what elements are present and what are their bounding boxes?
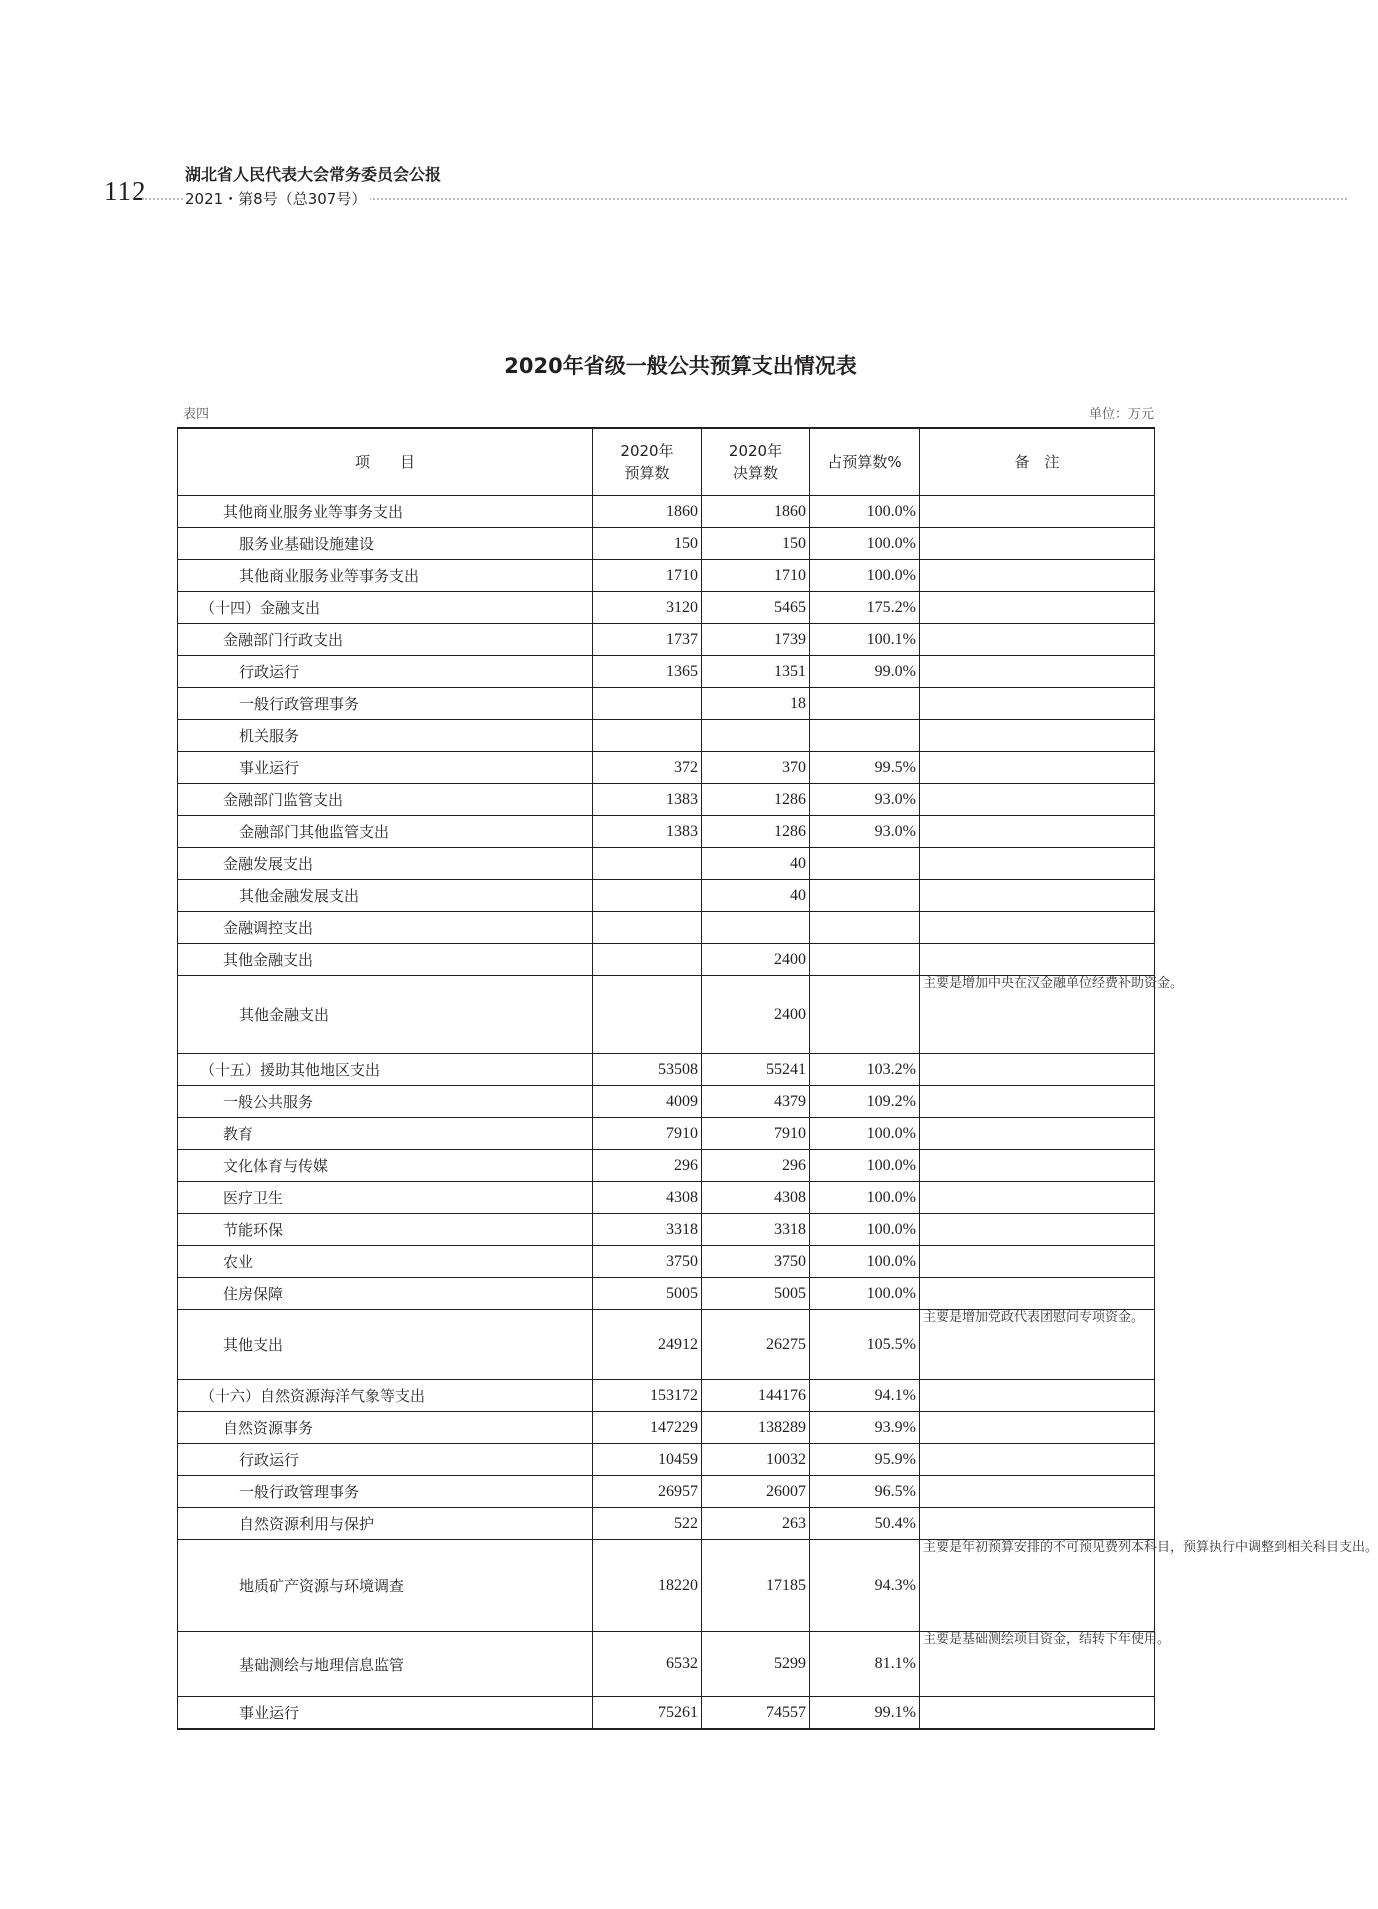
- row-note-cell: [920, 1444, 1155, 1476]
- row-note-cell: [920, 1508, 1155, 1540]
- row-note-cell: [920, 1150, 1155, 1182]
- row-budget-cell: 53508: [593, 1054, 702, 1086]
- row-budget-cell: 150: [593, 528, 702, 560]
- row-note-cell: [920, 656, 1155, 688]
- row-item-cell: （十五）援助其他地区支出: [178, 1054, 593, 1086]
- row-ratio-cell: 94.3%: [810, 1540, 920, 1632]
- table-header: [178, 428, 1155, 496]
- row-note-cell: [920, 1476, 1155, 1508]
- row-budget-cell: 3120: [593, 592, 702, 624]
- row-budget-cell: 372: [593, 752, 702, 784]
- table-row: [178, 848, 1155, 880]
- col-header-note: 备 注: [920, 428, 1155, 496]
- row-ratio-cell: 100.0%: [810, 1118, 920, 1150]
- row-final-cell: 55241: [702, 1054, 810, 1086]
- table-row: [178, 1054, 1155, 1086]
- row-ratio-cell: 100.0%: [810, 1214, 920, 1246]
- row-item-cell: 事业运行: [178, 752, 593, 784]
- row-final-cell: 4379: [702, 1086, 810, 1118]
- row-budget-cell: [593, 880, 702, 912]
- row-item-cell: 教育: [178, 1118, 593, 1150]
- row-budget-cell: 1710: [593, 560, 702, 592]
- row-final-cell: 1860: [702, 496, 810, 528]
- row-note-cell: [920, 1054, 1155, 1086]
- row-ratio-cell: [810, 912, 920, 944]
- row-budget-cell: 296: [593, 1150, 702, 1182]
- row-final-cell: 5299: [702, 1632, 810, 1697]
- table-row: [178, 1476, 1155, 1508]
- table-row: [178, 816, 1155, 848]
- row-note-cell: [920, 1118, 1155, 1150]
- row-ratio-cell: 96.5%: [810, 1476, 920, 1508]
- row-ratio-cell: 99.0%: [810, 656, 920, 688]
- row-item-cell: 医疗卫生: [178, 1182, 593, 1214]
- row-final-cell: 7910: [702, 1118, 810, 1150]
- row-budget-cell: 3318: [593, 1214, 702, 1246]
- col-header-budget-year: 2020年: [620, 442, 674, 460]
- row-item-cell: 农业: [178, 1246, 593, 1278]
- row-item-cell: 一般行政管理事务: [178, 688, 593, 720]
- row-budget-cell: 1860: [593, 496, 702, 528]
- row-ratio-cell: [810, 688, 920, 720]
- row-final-cell: 17185: [702, 1540, 810, 1632]
- table-row: [178, 1632, 1155, 1697]
- col-header-item: 项 目: [178, 428, 593, 496]
- row-note-cell: [920, 528, 1155, 560]
- table-row: [178, 1214, 1155, 1246]
- row-budget-cell: [593, 976, 702, 1054]
- table-row: [178, 784, 1155, 816]
- row-budget-cell: 147229: [593, 1412, 702, 1444]
- row-final-cell: 3318: [702, 1214, 810, 1246]
- row-note-cell: [920, 880, 1155, 912]
- row-item-cell: 其他商业服务业等事务支出: [178, 496, 593, 528]
- row-budget-cell: 1737: [593, 624, 702, 656]
- row-final-cell: 370: [702, 752, 810, 784]
- row-note-cell: [920, 912, 1155, 944]
- row-budget-cell: 5005: [593, 1278, 702, 1310]
- row-final-cell: 26275: [702, 1310, 810, 1380]
- table-row: [178, 880, 1155, 912]
- page-title: 2020年省级一般公共预算支出情况表: [504, 354, 857, 378]
- row-budget-cell: [593, 688, 702, 720]
- row-final-cell: 10032: [702, 1444, 810, 1476]
- table-row: [178, 976, 1155, 1054]
- table-row: [178, 528, 1155, 560]
- table-row: [178, 1182, 1155, 1214]
- row-final-cell: 40: [702, 880, 810, 912]
- row-item-cell: 金融发展支出: [178, 848, 593, 880]
- row-final-cell: [702, 912, 810, 944]
- row-item-cell: 事业运行: [178, 1697, 593, 1730]
- row-budget-cell: 7910: [593, 1118, 702, 1150]
- table-row: [178, 912, 1155, 944]
- row-final-cell: 74557: [702, 1697, 810, 1730]
- row-item-cell: 其他金融发展支出: [178, 880, 593, 912]
- row-budget-cell: 3750: [593, 1246, 702, 1278]
- row-final-cell: 18: [702, 688, 810, 720]
- row-ratio-cell: [810, 880, 920, 912]
- row-final-cell: 4308: [702, 1182, 810, 1214]
- row-final-cell: 144176: [702, 1380, 810, 1412]
- row-budget-cell: [593, 944, 702, 976]
- row-budget-cell: 4009: [593, 1086, 702, 1118]
- row-item-cell: 机关服务: [178, 720, 593, 752]
- publication-title: 湖北省人民代表大会常务委员会公报: [185, 165, 442, 184]
- row-note-cell: [920, 1086, 1155, 1118]
- row-item-cell: 服务业基础设施建设: [178, 528, 593, 560]
- table-row: [178, 1508, 1155, 1540]
- row-budget-cell: 6532: [593, 1632, 702, 1697]
- col-header-ratio: 占预算数%: [810, 428, 920, 496]
- row-note-cell: [920, 624, 1155, 656]
- row-budget-cell: 75261: [593, 1697, 702, 1730]
- row-note-cell: [920, 1697, 1155, 1730]
- table-row: [178, 752, 1155, 784]
- table-body: [178, 496, 1378, 1730]
- row-ratio-cell: 99.5%: [810, 752, 920, 784]
- row-note-cell: [920, 1412, 1155, 1444]
- table-row: [178, 1246, 1155, 1278]
- row-budget-cell: 1383: [593, 784, 702, 816]
- row-note-cell: 主要是增加中央在汉金融单位经费补助资金。: [920, 976, 1155, 1054]
- row-item-cell: 住房保障: [178, 1278, 593, 1310]
- row-ratio-cell: 100.0%: [810, 528, 920, 560]
- row-note-cell: [920, 1246, 1155, 1278]
- row-item-cell: 金融部门行政支出: [178, 624, 593, 656]
- row-item-cell: 自然资源利用与保护: [178, 1508, 593, 1540]
- row-final-cell: [702, 720, 810, 752]
- table-row: [178, 720, 1155, 752]
- table-row: [178, 1444, 1155, 1476]
- row-item-cell: 其他商业服务业等事务支出: [178, 560, 593, 592]
- row-ratio-cell: 105.5%: [810, 1310, 920, 1380]
- row-item-cell: 节能环保: [178, 1214, 593, 1246]
- row-final-cell: 40: [702, 848, 810, 880]
- row-final-cell: 5005: [702, 1278, 810, 1310]
- row-note-cell: [920, 592, 1155, 624]
- budget-table: [177, 427, 1378, 1730]
- row-item-cell: 金融部门其他监管支出: [178, 816, 593, 848]
- row-note-cell: 主要是年初预算安排的不可预见费列本科目，预算执行中调整到相关科目支出。: [920, 1540, 1155, 1632]
- row-budget-cell: 4308: [593, 1182, 702, 1214]
- table-row: [178, 560, 1155, 592]
- table-row: [178, 688, 1155, 720]
- table-row: [178, 656, 1155, 688]
- row-ratio-cell: 100.0%: [810, 1278, 920, 1310]
- row-final-cell: 1710: [702, 560, 810, 592]
- row-item-cell: 其他支出: [178, 1310, 593, 1380]
- row-item-cell: 一般公共服务: [178, 1086, 593, 1118]
- row-final-cell: 26007: [702, 1476, 810, 1508]
- table-row: [178, 624, 1155, 656]
- row-item-cell: （十四）金融支出: [178, 592, 593, 624]
- table-row: [178, 1310, 1155, 1380]
- row-ratio-cell: 93.9%: [810, 1412, 920, 1444]
- row-note-cell: [920, 1278, 1155, 1310]
- col-header-budget: [593, 428, 702, 496]
- row-item-cell: （十六）自然资源海洋气象等支出: [178, 1380, 593, 1412]
- table-row: [178, 1380, 1155, 1412]
- row-budget-cell: [593, 848, 702, 880]
- row-ratio-cell: 100.0%: [810, 1246, 920, 1278]
- row-note-cell: [920, 496, 1155, 528]
- row-budget-cell: 18220: [593, 1540, 702, 1632]
- row-budget-cell: 26957: [593, 1476, 702, 1508]
- row-budget-cell: 10459: [593, 1444, 702, 1476]
- row-final-cell: 3750: [702, 1246, 810, 1278]
- row-budget-cell: 24912: [593, 1310, 702, 1380]
- row-note-cell: [920, 816, 1155, 848]
- row-item-cell: 一般行政管理事务: [178, 1476, 593, 1508]
- row-ratio-cell: 109.2%: [810, 1086, 920, 1118]
- row-final-cell: 263: [702, 1508, 810, 1540]
- col-header-final: [702, 428, 810, 496]
- row-note-cell: [920, 560, 1155, 592]
- row-note-cell: [920, 944, 1155, 976]
- row-ratio-cell: [810, 720, 920, 752]
- row-final-cell: 150: [702, 528, 810, 560]
- row-ratio-cell: 95.9%: [810, 1444, 920, 1476]
- unit-label: 单位：万元: [1088, 407, 1154, 422]
- row-final-cell: 1286: [702, 784, 810, 816]
- row-final-cell: 2400: [702, 976, 810, 1054]
- row-note-cell: [920, 1214, 1155, 1246]
- row-item-cell: 基础测绘与地理信息监管: [178, 1632, 593, 1697]
- row-item-cell: 行政运行: [178, 656, 593, 688]
- row-budget-cell: 153172: [593, 1380, 702, 1412]
- row-ratio-cell: 103.2%: [810, 1054, 920, 1086]
- row-item-cell: 地质矿产资源与环境调查: [178, 1540, 593, 1632]
- table-row: [178, 496, 1155, 528]
- row-ratio-cell: 81.1%: [810, 1632, 920, 1697]
- row-item-cell: 文化体育与传媒: [178, 1150, 593, 1182]
- row-item-cell: 金融调控支出: [178, 912, 593, 944]
- row-budget-cell: 522: [593, 1508, 702, 1540]
- row-note-cell: [920, 784, 1155, 816]
- row-item-cell: 行政运行: [178, 1444, 593, 1476]
- table-row: [178, 1086, 1155, 1118]
- row-budget-cell: 1383: [593, 816, 702, 848]
- row-final-cell: 5465: [702, 592, 810, 624]
- row-ratio-cell: [810, 944, 920, 976]
- table-row: [178, 944, 1155, 976]
- table-row: [178, 1412, 1155, 1444]
- row-ratio-cell: 100.0%: [810, 560, 920, 592]
- row-ratio-cell: 50.4%: [810, 1508, 920, 1540]
- row-ratio-cell: 175.2%: [810, 592, 920, 624]
- row-note-cell: [920, 752, 1155, 784]
- row-ratio-cell: [810, 976, 920, 1054]
- row-ratio-cell: 94.1%: [810, 1380, 920, 1412]
- row-budget-cell: 1365: [593, 656, 702, 688]
- row-ratio-cell: 93.0%: [810, 784, 920, 816]
- col-header-final-year: 2020年: [728, 442, 783, 460]
- row-ratio-cell: 100.0%: [810, 1182, 920, 1214]
- table-row: [178, 1118, 1155, 1150]
- row-final-cell: 1286: [702, 816, 810, 848]
- row-budget-cell: [593, 912, 702, 944]
- row-ratio-cell: 93.0%: [810, 816, 920, 848]
- table-number: 表四: [183, 407, 210, 422]
- issue-label: 2021・第8号（总307号）: [185, 188, 370, 209]
- row-budget-cell: [593, 720, 702, 752]
- table-row: [178, 592, 1155, 624]
- row-item-cell: 金融部门监管支出: [178, 784, 593, 816]
- row-final-cell: 138289: [702, 1412, 810, 1444]
- row-ratio-cell: 100.0%: [810, 496, 920, 528]
- row-final-cell: 296: [702, 1150, 810, 1182]
- row-item-cell: 自然资源事务: [178, 1412, 593, 1444]
- row-note-cell: 主要是基础测绘项目资金，结转下年使用。: [920, 1632, 1155, 1697]
- table-row: [178, 1150, 1155, 1182]
- row-final-cell: 2400: [702, 944, 810, 976]
- row-ratio-cell: 100.1%: [810, 624, 920, 656]
- row-note-cell: [920, 688, 1155, 720]
- table-row: [178, 1540, 1155, 1632]
- row-item-cell: 其他金融支出: [178, 976, 593, 1054]
- table-row: [178, 1278, 1155, 1310]
- row-note-cell: [920, 720, 1155, 752]
- page-number: 112: [104, 176, 147, 206]
- row-ratio-cell: [810, 848, 920, 880]
- row-ratio-cell: 99.1%: [810, 1697, 920, 1730]
- row-ratio-cell: 100.0%: [810, 1150, 920, 1182]
- col-header-budget-label: 预算数: [624, 464, 670, 482]
- row-note-cell: [920, 848, 1155, 880]
- row-note-cell: [920, 1182, 1155, 1214]
- row-final-cell: 1351: [702, 656, 810, 688]
- row-note-cell: 主要是增加党政代表团慰问专项资金。: [920, 1310, 1155, 1380]
- col-header-final-label: 决算数: [732, 464, 778, 482]
- row-item-cell: 其他金融支出: [178, 944, 593, 976]
- table-row: [178, 1697, 1155, 1730]
- row-note-cell: [920, 1380, 1155, 1412]
- row-final-cell: 1739: [702, 624, 810, 656]
